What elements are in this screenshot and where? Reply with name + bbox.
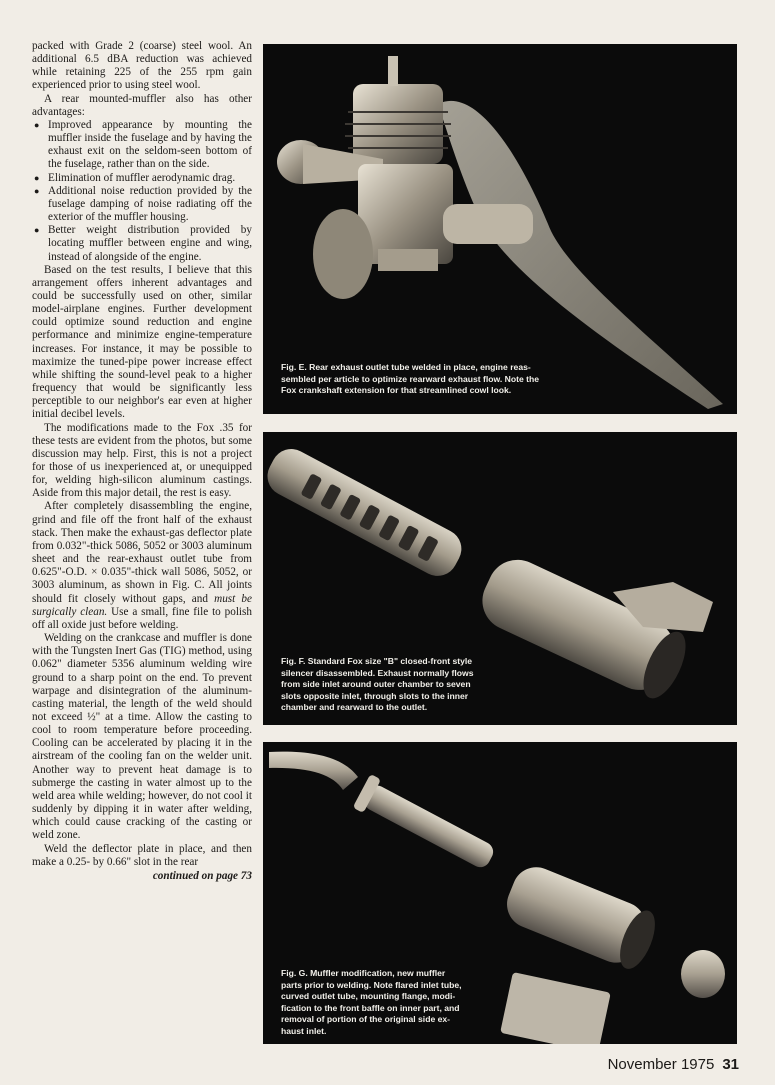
caption-line: haust inlet. [281,1025,327,1036]
caption-line: from side inlet around outer chamber to seven [281,679,471,690]
paragraph-7: Weld the deflector plate in place, and then make a 0.25- by 0.66" slot in the rear [32,842,252,868]
caption-line: fication to the front baffle on inner part, and [281,1002,460,1013]
figure-g-caption [281,968,461,1038]
rear-housing [313,209,373,299]
crankshaft-extension [443,204,533,244]
caption-line: sembled per article to optimize rearward exhaust flow. Note the [281,373,540,384]
list-item: ● Additional noise reduction provided by the fuselage damping of noise radiating off the exterior of the muffler housing. [32,185,252,224]
list-item: ● Improved appearance by mounting the muffler inside the fuselage and by having the exhaust exit on the seldom-seen bottom of the fuselage, rather than on the side. [32,119,252,172]
paragraph-6: Welding on the crankcase and muffler is done with the Tungsten Inert Gas (TIG) method, using 0.062" diameter 5356 aluminum welding wire ground to a sharp point on the end. To prevent warpage and disintegration of the aluminum-casting material, the length of the weld should not exceed ½" at a time. Allow the casting to cool to room temperature before proceeding. Cooling can be accelerated by placing it in the airstream of the cooling fan on the welder unit. Another way to prevent heat damage is to submerge the casting in water almost up to the weld area while welding; however, do not cool it suddenly by dipping it in water after welding, which could cause cracking of the casting or weld zone. [32,632,252,842]
figure-f-caption [281,656,473,714]
caption-line: curved outlet tube, mounting flange, modi- [281,991,456,1002]
continued-note: continued on page 73 [152,869,252,882]
paragraph-2: A rear mounted-muffler also has other advantages: [32,92,252,118]
paragraph-5-emphasis: must be surgically clean. [32,592,252,618]
flared-inlet-tube [681,950,725,998]
paragraph-3: Based on the test results, I believe that this arrangement offers inherent advantages and could be successfully used on other, similar model-airplane engines. Further development could optimize sound reduction and engine performance and minimize engine-temperature increases. For instance, it may be possible to maximize the tuned-pipe power increase effect while shifting the sound-level peak to a higher frequency that would be significantly less perceptible to our neighbor's ear even at higher initial decibel levels. [32,263,252,421]
caption-line: Fig. E. Rear exhaust outlet tube welded in place, engine reas- [281,362,531,372]
inner-tube-part [353,774,500,876]
figure-e-photo [263,44,737,414]
article-column [32,40,252,883]
caption-line: Fox crankshaft extension for that streamlined cowl look. [281,385,512,396]
paragraph-5-text-b: Use a small, fine file to polish off all oxide just before welding. [32,605,252,631]
paragraph-5-text-a: After completely disassembling the engine, grind and file off the front half of the exhaust stack. Then make the exhaust-gas deflector plate from 0.032"-thick 5086, 5052 or 3003 aluminum sheet and the rear-exhaust outlet tube from 0.625"-O.D. × 0.035"-thick wall 5086, 5052, or 3003 aluminum, as shown in Fig. C. All joints should fit closely without gaps, and [32,500,252,605]
page-number: 31 [722,1056,739,1073]
page-footer [608,1056,739,1073]
caption-line: parts prior to welding. Note flared inlet tube, [281,979,462,990]
caption-line: removal of portion of the original side ex- [281,1014,451,1025]
paragraph-4: The modifications made to the Fox .35 for these tests are evident from the photos, but some discussion may help. First, this is not a project for those of us inexperienced at, or unequipped for, welding high-silicon aluminum castings. Aside from this major detail, the rest is easy. [32,421,252,500]
glow-plug [388,56,398,86]
inner-slotted-tube [263,442,468,583]
caption-line: silencer disassembled. Exhaust normally flows [281,667,474,678]
advantages-list [32,119,252,264]
paragraph-5 [32,500,252,632]
mounting-flange [378,249,438,271]
list-item: ● Better weight distribution provided by locating muffler between engine and wing, instead of alongside of the engine. [32,224,252,263]
list-item: ● Elimination of muffler aerodynamic drag. [32,172,252,185]
issue-date: November 1975 [607,1056,715,1073]
figure-g-photo [263,742,737,1044]
paragraph-1: packed with Grade 2 (coarse) steel wool. An additional 6.5 dBA reduction was achieved while retaining 225 of the 255 rpm gain experienced prior to using steel wool. [32,40,252,92]
caption-line: slots opposite inlet, through slots to the inner [281,690,469,701]
figure-e-caption [281,362,539,397]
outer-muffler-body [500,860,662,974]
mounting-plate [500,972,611,1044]
curved-outlet-tube [269,752,358,790]
caption-line: Fig. F. Standard Fox size "B" closed-front style [281,656,473,666]
caption-line: Fig. G. Muffler modification, new muffler [281,968,446,978]
caption-line: chamber and rearward to the outlet. [281,702,428,713]
figure-f-photo [263,432,737,725]
engine-illustration [263,44,737,414]
